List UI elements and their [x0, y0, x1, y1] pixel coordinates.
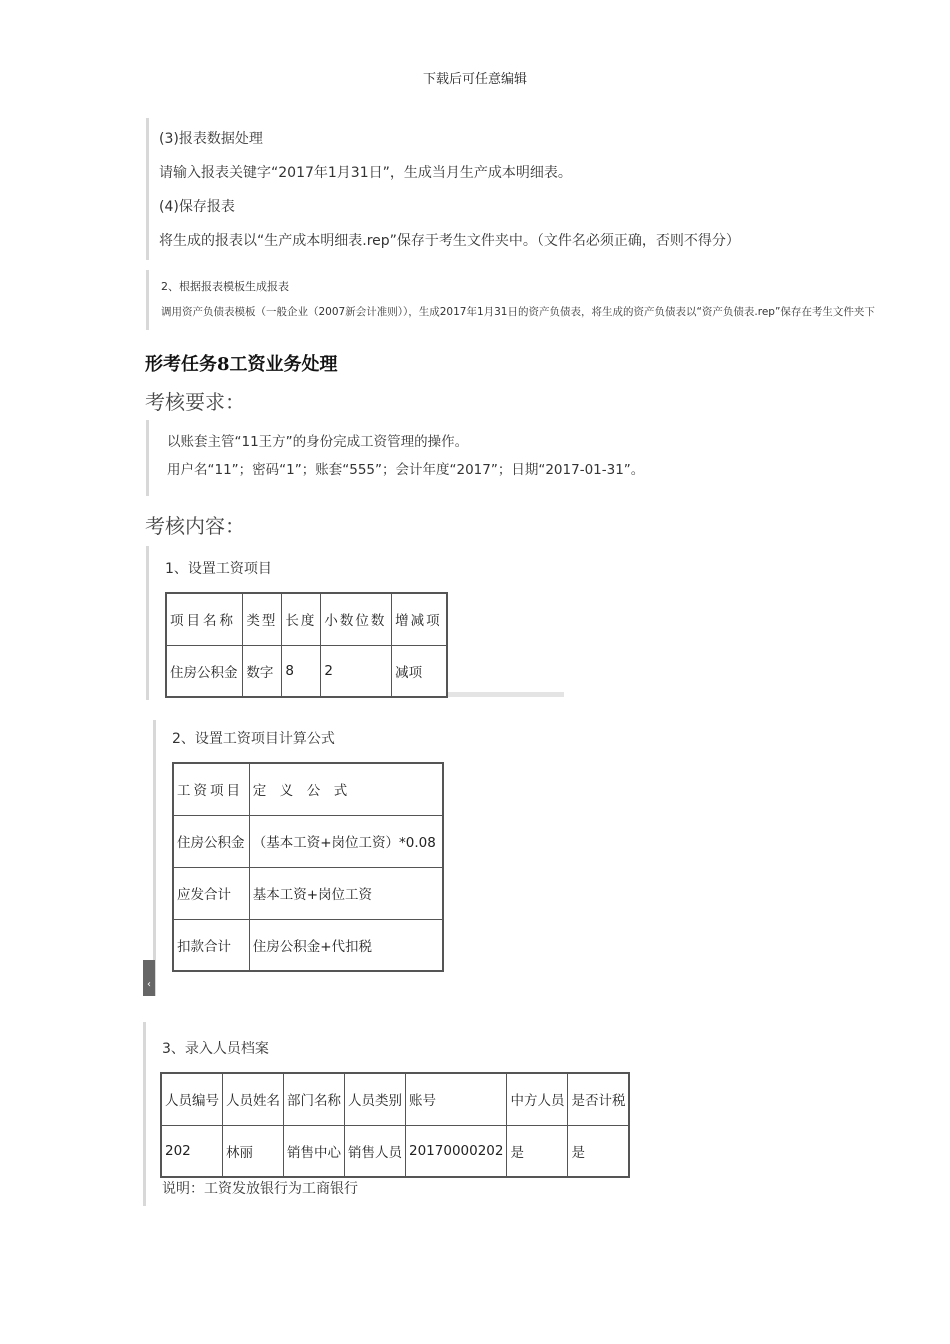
template-text: 调用资产负债表模板（一般企业（2007新会计准则）），生成2017年1月31日的资产负债表，将生成的资产负债表以“资产负债表.rep”保存在考生文件夹下 — [161, 306, 875, 318]
task3-cell: 202 — [161, 1125, 223, 1177]
step3-text: 请输入报表关键字“2017年1月31日”，生成当月生产成本明细表。 — [159, 165, 572, 181]
task3-table — [160, 1072, 630, 1178]
task2-cell: 基本工资+岗位工资 — [249, 867, 443, 919]
task3-title: 3、录入人员档案 — [162, 1041, 269, 1057]
section-title: 形考任务8工资业务处理 — [145, 354, 338, 375]
report-steps-block — [146, 118, 789, 260]
task3-header-cell: 是否计税 — [568, 1073, 630, 1125]
task3-cell: 20170000202 — [406, 1125, 507, 1177]
task2-cell: 扣款合计 — [173, 919, 249, 971]
collapse-tab-icon[interactable]: ‹ — [143, 960, 155, 996]
task3-header-cell: 部门名称 — [284, 1073, 345, 1125]
task1-title: 1、设置工资项目 — [165, 561, 272, 577]
task1-cell: 8 — [282, 645, 321, 697]
task3-cell: 销售中心 — [284, 1125, 345, 1177]
template-title: 2、根据报表模板生成报表 — [161, 280, 289, 293]
task3-cell: 是 — [568, 1125, 630, 1177]
task1-header-cell: 增减项 — [392, 593, 447, 645]
task1-header-cell: 小数位数 — [321, 593, 392, 645]
task3-header-cell: 人员编号 — [161, 1073, 223, 1125]
task1-header-cell: 类型 — [243, 593, 282, 645]
task2-header-row — [173, 763, 443, 815]
table-row — [173, 867, 443, 919]
task3-header-cell: 人员姓名 — [223, 1073, 284, 1125]
task2-cell: 住房公积金+代扣税 — [249, 919, 443, 971]
task3-header-cell: 账号 — [406, 1073, 507, 1125]
requirements-line2: 用户名“11”；密码“1”；账套“555”；会计年度“2017”；日期“2017-01-31”。 — [167, 462, 645, 478]
task1-cell: 数字 — [243, 645, 282, 697]
task3-header-row — [161, 1073, 629, 1125]
page-header: 下载后可任意编辑 — [422, 72, 527, 87]
task2-title: 2、设置工资项目计算公式 — [172, 731, 335, 747]
step3-title: (3)报表数据处理 — [159, 131, 263, 147]
task3-cell: 销售人员 — [345, 1125, 406, 1177]
table-row — [173, 815, 443, 867]
task1-cell: 2 — [321, 645, 392, 697]
task3-note: 说明：工资发放银行为工商银行 — [162, 1181, 358, 1197]
step4-title: (4)保存报表 — [159, 199, 235, 215]
task2-cell: 应发合计 — [173, 867, 249, 919]
task1-shadow — [446, 692, 564, 697]
task2-table — [172, 762, 444, 972]
step4-text: 将生成的报表以“生产成本明细表.rep”保存于考生文件夹中。（文件名必须正确，否则不得分） — [159, 233, 740, 249]
requirements-line1: 以账套主管“11王方”的身份完成工资管理的操作。 — [167, 434, 469, 450]
task1-cell: 住房公积金 — [166, 645, 243, 697]
content-heading: 考核内容： — [145, 514, 245, 538]
table-row — [161, 1125, 629, 1177]
task3-cell: 是 — [507, 1125, 568, 1177]
template-report-block — [146, 270, 929, 330]
task1-cell: 减项 — [392, 645, 447, 697]
table-row — [173, 919, 443, 971]
task2-cell: （基本工资+岗位工资）*0.08 — [249, 815, 443, 867]
task3-header-cell: 人员类别 — [345, 1073, 406, 1125]
task1-header-cell: 长度 — [282, 593, 321, 645]
task3-cell: 林丽 — [223, 1125, 284, 1177]
task2-header-cell: 工资项目 — [173, 763, 249, 815]
task1-header-cell: 项目名称 — [166, 593, 243, 645]
task2-header-cell: 定 义 公 式 — [249, 763, 443, 815]
task1-table — [165, 592, 448, 698]
task3-header-cell: 中方人员 — [507, 1073, 568, 1125]
requirements-heading: 考核要求： — [145, 390, 245, 414]
task2-cell: 住房公积金 — [173, 815, 249, 867]
task1-header-row — [166, 593, 447, 645]
requirements-block — [146, 420, 769, 496]
table-row — [166, 645, 447, 697]
